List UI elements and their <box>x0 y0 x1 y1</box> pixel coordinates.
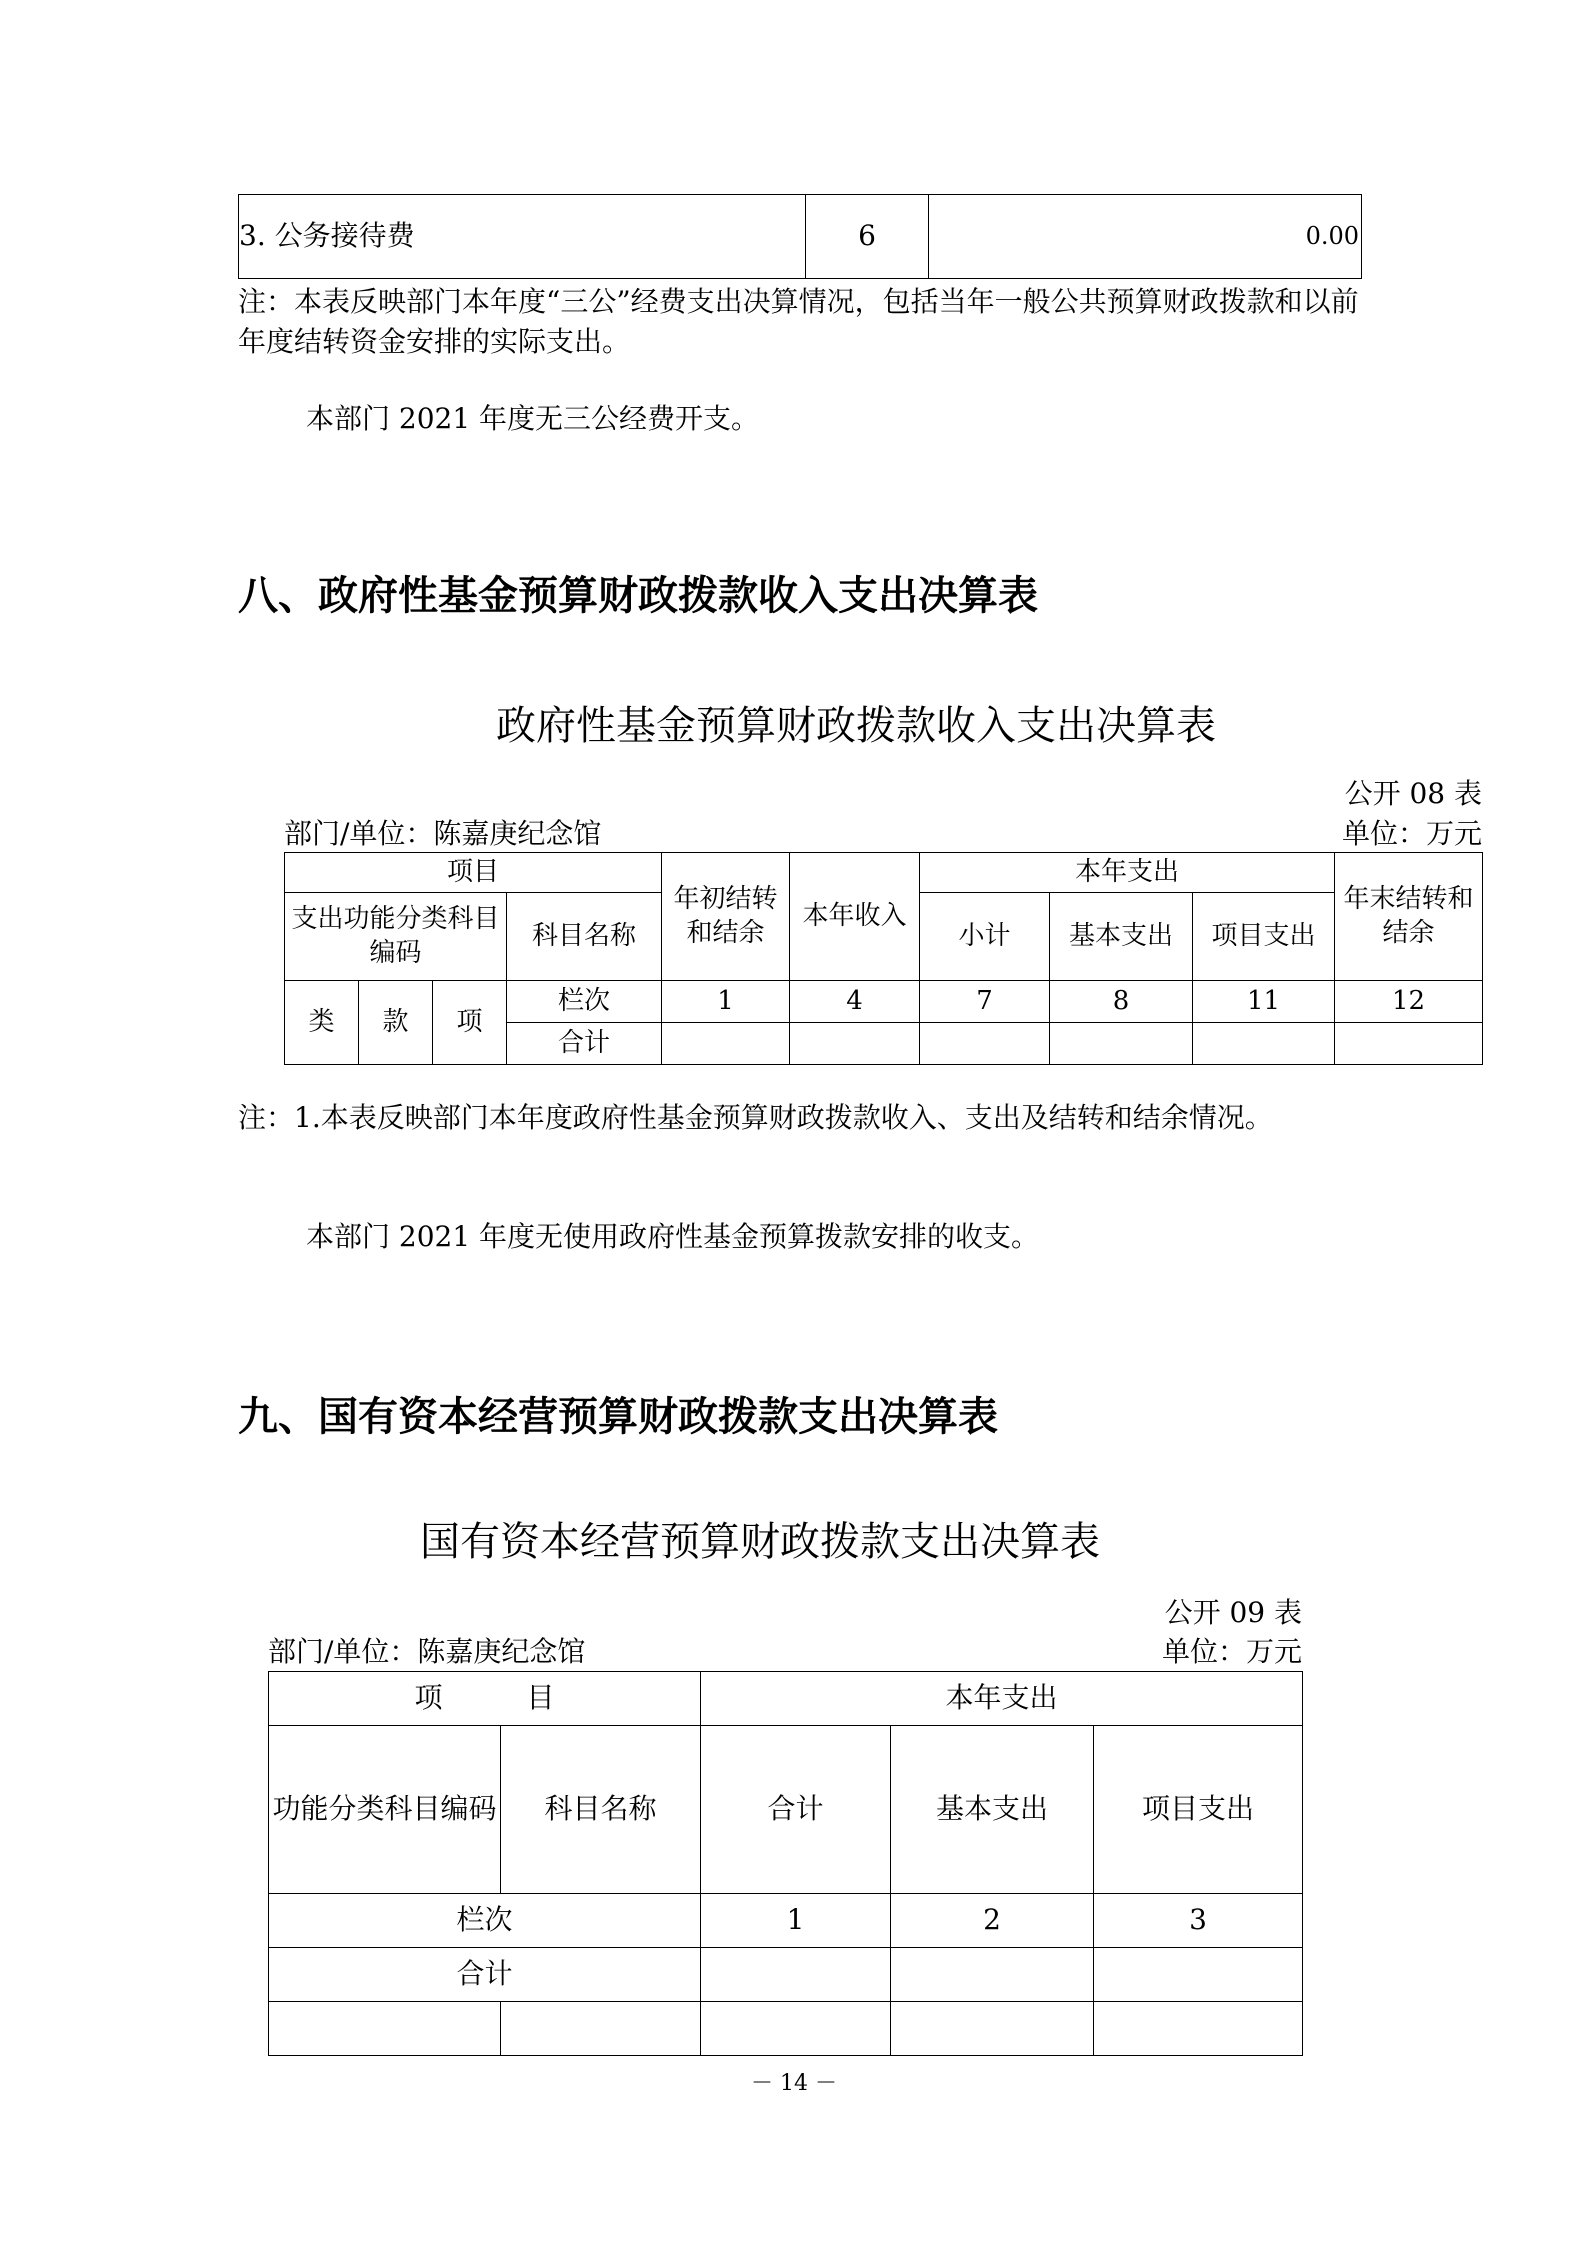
statement-no-gov-fund: 本部门 2021 年度无使用政府性基金预算拨款安排的收支。 <box>306 1220 1040 1253</box>
header-lei: 类 <box>285 981 359 1065</box>
section-heading-8: 八、政府性基金预算财政拨款收入支出决算表 <box>238 573 1038 619</box>
header-kuan: 款 <box>359 981 433 1065</box>
header-expense: 本年支出 <box>701 1672 1303 1726</box>
header-project: 项目支出 <box>1193 893 1335 981</box>
department-label-8: 部门/单位：陈嘉庚纪念馆 <box>284 817 602 850</box>
header-basic: 基本支出 <box>891 1726 1094 1894</box>
item-cell: 3. 公务接待费 <box>239 195 806 279</box>
value-cell: 0.00 <box>929 195 1362 279</box>
unit-label-8: 单位：万元 <box>1341 817 1482 850</box>
table-title-9: 国有资本经营预算财政拨款支出决算表 <box>420 1519 1100 1565</box>
gov-fund-table <box>284 852 1483 1065</box>
empty-cell <box>662 1023 790 1065</box>
empty-cell <box>1193 1023 1335 1065</box>
lanci-label: 栏次 <box>507 981 662 1023</box>
header-begin-balance: 年初结转和结余 <box>662 853 790 981</box>
department-label-9: 部门/单位：陈嘉庚纪念馆 <box>268 1635 586 1668</box>
form-number-9: 公开 09 表 <box>1164 1596 1302 1629</box>
form-number-8: 公开 08 表 <box>1344 777 1482 810</box>
unit-label-9: 单位：万元 <box>1161 1635 1302 1668</box>
empty-cell <box>891 1948 1094 2002</box>
header-basic: 基本支出 <box>1050 893 1193 981</box>
empty-cell <box>701 1948 891 2002</box>
header-subject-name: 科目名称 <box>501 1726 701 1894</box>
header-func-code: 功能分类科目编码 <box>269 1726 501 1894</box>
col-number: 8 <box>1050 981 1193 1023</box>
header-end-balance: 年末结转和结余 <box>1335 853 1483 981</box>
col-number: 4 <box>790 981 920 1023</box>
note-three-public-funds: 注：本表反映部门本年度“三公”经费支出决算情况，包括当年一般公共预算财政拨款和以前年度结转资金安排的实际支出。 <box>238 285 1359 358</box>
public-funds-table <box>238 194 1362 279</box>
empty-cell <box>1094 2002 1303 2056</box>
empty-cell <box>1050 1023 1193 1065</box>
empty-cell <box>1094 1948 1303 2002</box>
table-title-8: 政府性基金预算财政拨款收入支出决算表 <box>496 703 1216 749</box>
state-capital-table <box>268 1671 1303 2056</box>
section-heading-9: 九、国有资本经营预算财政拨款支出决算表 <box>238 1394 998 1440</box>
note-gov-fund: 注：1.本表反映部门本年度政府性基金预算财政拨款收入、支出及结转和结余情况。 <box>238 1101 1273 1134</box>
empty-cell <box>1335 1023 1483 1065</box>
header-total: 合计 <box>701 1726 891 1894</box>
empty-cell <box>501 2002 701 2056</box>
header-subtotal: 小计 <box>920 893 1050 981</box>
empty-cell <box>790 1023 920 1065</box>
col-number: 11 <box>1193 981 1335 1023</box>
header-expense: 本年支出 <box>920 853 1335 893</box>
col-number: 7 <box>920 981 1050 1023</box>
statement-no-three-public-funds: 本部门 2021 年度无三公经费开支。 <box>306 402 760 435</box>
empty-cell <box>920 1023 1050 1065</box>
total-label: 合计 <box>269 1948 701 2002</box>
col-number: 2 <box>891 1894 1094 1948</box>
col-number: 3 <box>1094 1894 1303 1948</box>
empty-cell <box>701 2002 891 2056</box>
empty-cell <box>891 2002 1094 2056</box>
col-number: 12 <box>1335 981 1483 1023</box>
empty-cell <box>269 2002 501 2056</box>
col-cell: 6 <box>806 195 929 279</box>
lanci-label: 栏次 <box>269 1894 701 1948</box>
header-income: 本年收入 <box>790 853 920 981</box>
header-xiang: 项 <box>433 981 507 1065</box>
total-label: 合计 <box>507 1023 662 1065</box>
col-number: 1 <box>662 981 790 1023</box>
page-number: － 14 － <box>751 2071 837 2096</box>
header-item: 项 目 <box>269 1672 701 1726</box>
header-project: 项目支出 <box>1094 1726 1303 1894</box>
col-number: 1 <box>701 1894 891 1948</box>
header-func-code: 支出功能分类科目编码 <box>285 893 507 981</box>
header-subject-name: 科目名称 <box>507 893 662 981</box>
header-item: 项目 <box>285 853 662 893</box>
